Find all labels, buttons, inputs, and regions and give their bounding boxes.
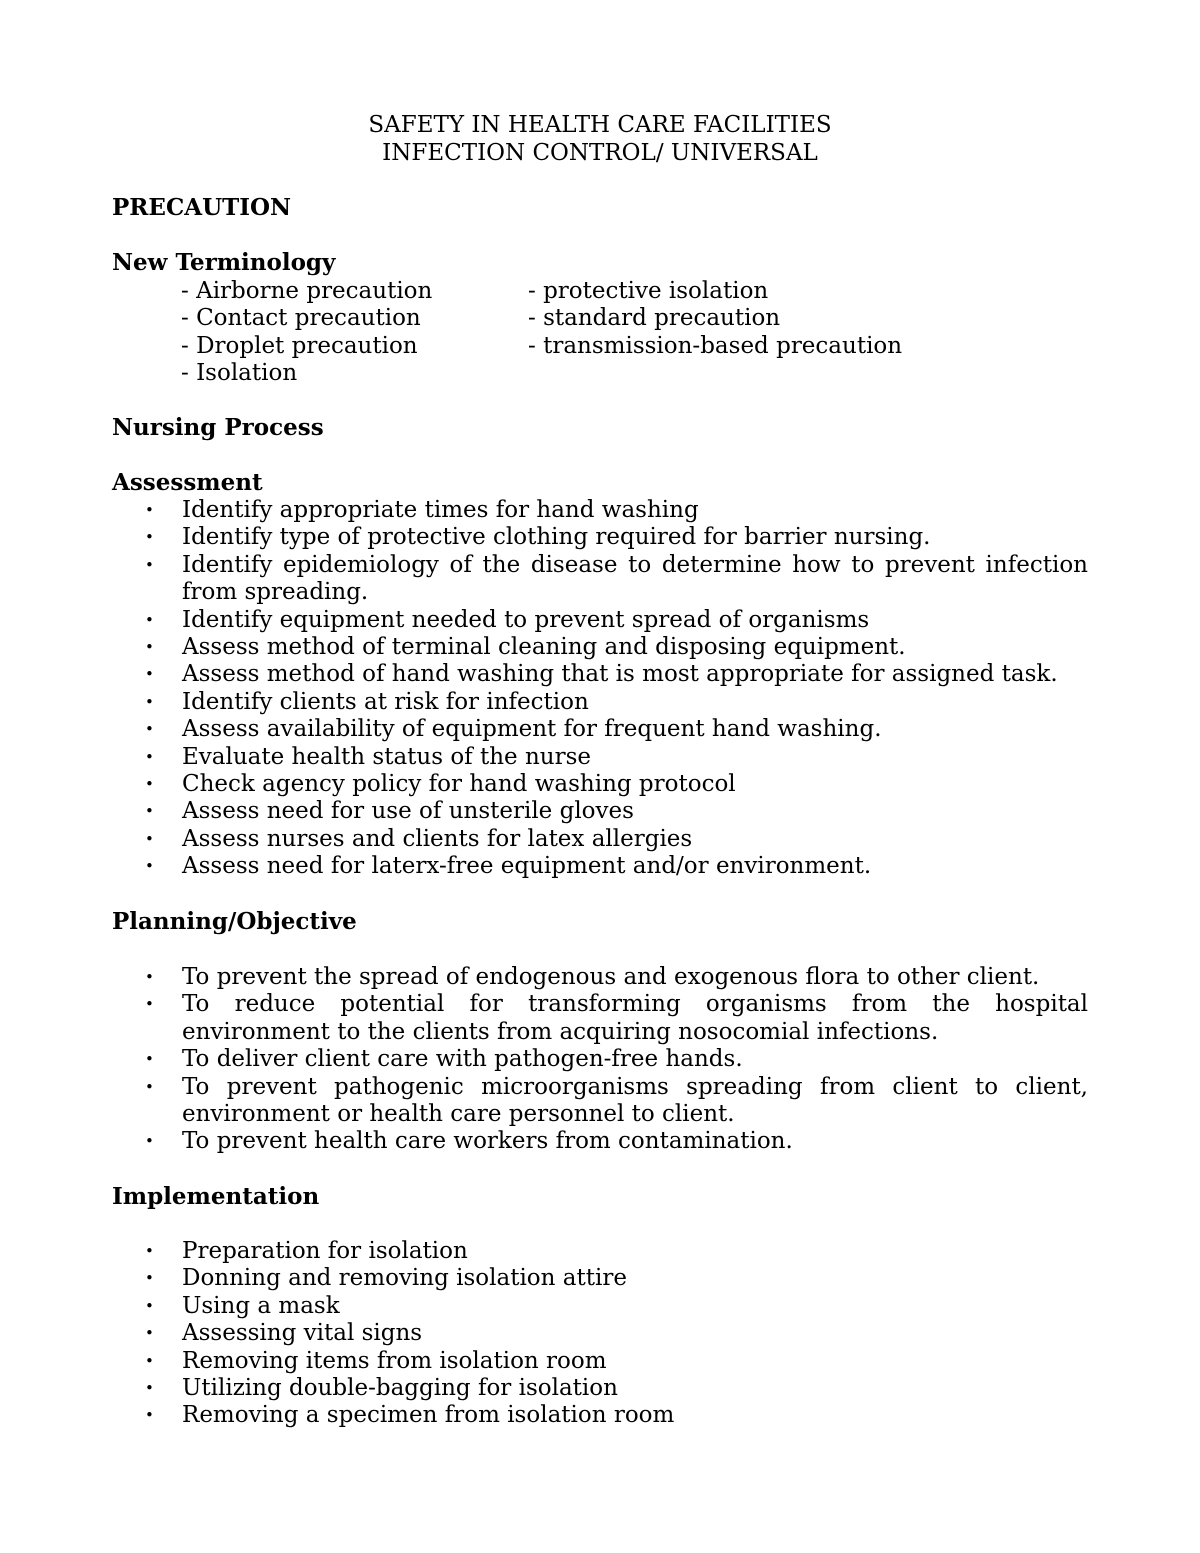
list-item-text: To prevent the spread of endogenous and exogenous flora to other client. xyxy=(182,964,1040,990)
list-item xyxy=(0,1402,1200,1429)
list-item xyxy=(0,771,1200,798)
nursing-process-heading: Nursing Process xyxy=(112,414,324,441)
list-item-text: Utilizing double-bagging for isolation xyxy=(182,1375,618,1402)
bullet-icon: • xyxy=(145,610,154,629)
bullet-icon: • xyxy=(145,1324,154,1343)
list-item-text: Identify type of protective clothing required for barrier nursing. xyxy=(182,524,931,551)
bullet-icon: • xyxy=(145,665,154,684)
bullet-icon: • xyxy=(145,1379,154,1398)
bullet-icon: • xyxy=(145,1351,154,1370)
bullet-icon: • xyxy=(145,802,154,821)
bullet-icon: • xyxy=(145,747,154,766)
list-item xyxy=(0,964,1200,991)
bullet-icon: • xyxy=(145,995,154,1014)
term-item: - Contact precaution xyxy=(181,305,421,331)
assessment-heading: Assessment xyxy=(112,469,263,496)
list-item-text: Identify equipment needed to prevent spread of organisms xyxy=(182,606,870,633)
bullet-icon: • xyxy=(145,1077,154,1096)
list-item xyxy=(0,1348,1200,1375)
list-item xyxy=(0,607,1200,634)
bullet-icon: • xyxy=(145,638,154,657)
list-item xyxy=(0,1265,1200,1292)
document-title-line2: INFECTION CONTROL/ UNIVERSAL xyxy=(382,140,818,166)
bullet-icon: • xyxy=(145,968,154,986)
list-item-text: Assess nurses and clients for latex allergies xyxy=(182,825,693,852)
assessment-list xyxy=(0,497,1200,881)
precaution-heading: PRECAUTION xyxy=(112,194,292,221)
list-item xyxy=(0,853,1200,880)
list-item-text: Using a mask xyxy=(182,1292,340,1319)
list-item-text: To prevent pathogenic microorganisms spreading from client to client, environment or health care personnel to client. xyxy=(182,1073,1088,1128)
list-item xyxy=(0,1375,1200,1402)
list-item xyxy=(0,826,1200,853)
list-item xyxy=(0,1128,1200,1155)
list-item xyxy=(0,1293,1200,1320)
list-item-text: Preparation for isolation xyxy=(182,1238,468,1264)
bullet-icon: • xyxy=(145,1050,154,1069)
terminology-heading: New Terminology xyxy=(112,249,336,276)
list-item xyxy=(0,552,1200,607)
list-item xyxy=(0,1320,1200,1347)
list-item xyxy=(0,689,1200,716)
bullet-icon: • xyxy=(145,501,154,519)
implementation-list xyxy=(0,1238,1200,1430)
list-item-text: Removing a specimen from isolation room xyxy=(182,1402,675,1429)
list-item-text: Donning and removing isolation attire xyxy=(182,1265,627,1292)
bullet-icon: • xyxy=(145,775,154,794)
list-item-text: Assess method of terminal cleaning and disposing equipment. xyxy=(182,634,906,661)
list-item xyxy=(0,798,1200,825)
list-item-text: To reduce potential for transforming organisms from the hospital environment to the clients from acquiring nosocomial infections. xyxy=(182,991,1088,1045)
bullet-icon: • xyxy=(145,555,154,574)
bullet-icon: • xyxy=(145,1132,154,1151)
list-item-text: Check agency policy for hand washing protocol xyxy=(182,771,736,798)
list-item-text: To deliver client care with pathogen-free hands. xyxy=(182,1046,743,1073)
bullet-icon: • xyxy=(145,1269,154,1288)
bullet-icon: • xyxy=(145,528,154,547)
list-item-text: Removing items from isolation room xyxy=(182,1347,607,1374)
bullet-icon: • xyxy=(145,829,154,848)
list-item-text: Assess availability of equipment for frequent hand washing. xyxy=(182,716,882,743)
list-item xyxy=(0,1074,1200,1129)
list-item-text: Assess need for laterx-free equipment and/or environment. xyxy=(182,853,872,880)
document-title-line1: SAFETY IN HEALTH CARE FACILITIES xyxy=(368,112,832,138)
term-item: - Isolation xyxy=(181,360,298,386)
list-item-text: Evaluate health status of the nurse xyxy=(182,743,592,770)
planning-list xyxy=(0,964,1200,1156)
list-item-text: Assess need for use of unsterile gloves xyxy=(182,798,634,825)
list-item xyxy=(0,634,1200,661)
implementation-heading: Implementation xyxy=(112,1183,320,1210)
list-item-text: Identify appropriate times for hand washing xyxy=(182,497,699,523)
list-item-text: Assess method of hand washing that is most appropriate for assigned task. xyxy=(182,661,1058,688)
list-item-text: Assessing vital signs xyxy=(182,1320,423,1347)
bullet-icon: • xyxy=(145,1242,154,1260)
bullet-icon: • xyxy=(145,1406,154,1425)
term-item: - protective isolation xyxy=(528,278,769,304)
bullet-icon: • xyxy=(145,720,154,739)
list-item-text: Identify epidemiology of the disease to determine how to prevent infection from spreading. xyxy=(182,551,1088,606)
list-item xyxy=(0,1238,1200,1265)
term-item: - Droplet precaution xyxy=(181,333,418,359)
bullet-icon: • xyxy=(145,1296,154,1315)
term-item: - standard precaution xyxy=(528,305,781,331)
planning-heading: Planning/Objective xyxy=(112,908,357,935)
list-item xyxy=(0,497,1200,524)
list-item-text: Identify clients at risk for infection xyxy=(182,688,589,715)
list-item xyxy=(0,524,1200,551)
list-item xyxy=(0,1046,1200,1073)
term-item: - transmission-based precaution xyxy=(528,333,903,359)
bullet-icon: • xyxy=(145,692,154,711)
bullet-icon: • xyxy=(145,857,154,876)
list-item xyxy=(0,991,1200,1046)
list-item xyxy=(0,716,1200,743)
term-item: - Airborne precaution xyxy=(181,278,433,304)
list-item xyxy=(0,661,1200,688)
list-item xyxy=(0,744,1200,771)
list-item-text: To prevent health care workers from contamination. xyxy=(182,1128,793,1155)
